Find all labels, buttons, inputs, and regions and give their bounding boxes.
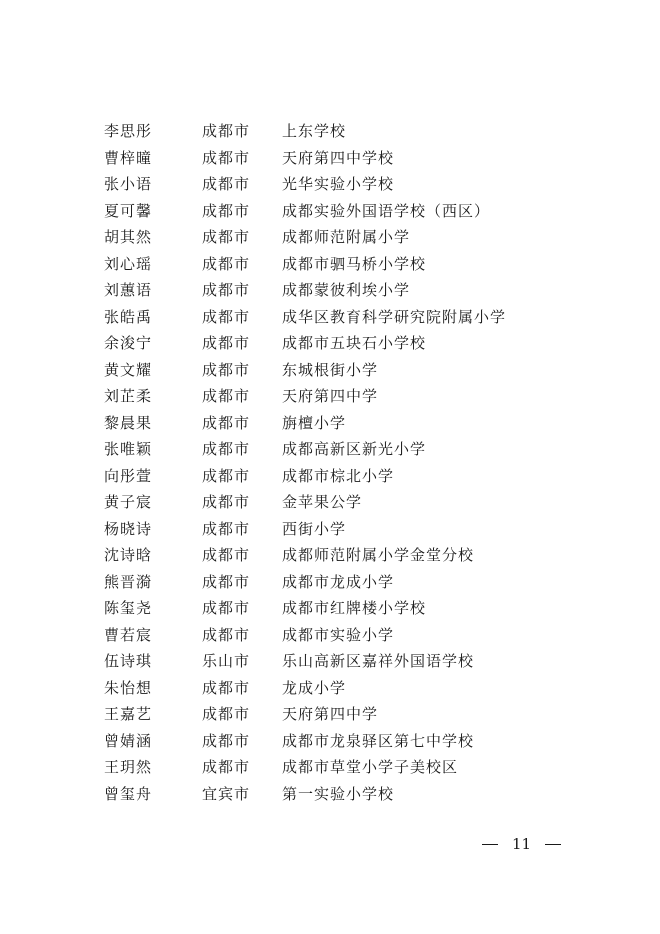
student-name: 伍诗琪 bbox=[104, 652, 153, 670]
student-city: 成都市 bbox=[202, 201, 251, 220]
list-item bbox=[104, 516, 574, 543]
student-city: 成都市 bbox=[202, 254, 251, 273]
list-item bbox=[104, 728, 574, 755]
student-school: 成都市草堂小学子美校区 bbox=[282, 758, 459, 776]
student-name: 熊晋漪 bbox=[104, 572, 153, 591]
student-city: 成都市 bbox=[202, 387, 251, 405]
student-city: 成都市 bbox=[202, 731, 251, 750]
student-city: 成都市 bbox=[202, 281, 251, 299]
list-item bbox=[104, 675, 574, 702]
student-city: 成都市 bbox=[202, 413, 251, 432]
list-item bbox=[104, 463, 574, 490]
list-item bbox=[104, 754, 574, 781]
student-school: 龙成小学 bbox=[282, 678, 347, 697]
student-school: 金苹果公学 bbox=[282, 493, 363, 511]
list-item bbox=[104, 304, 574, 331]
student-city: 成都市 bbox=[202, 599, 251, 617]
student-city: 成都市 bbox=[202, 440, 251, 458]
student-school: 成都蒙彼利埃小学 bbox=[282, 281, 411, 299]
list-item bbox=[104, 171, 574, 198]
student-school: 成都市龙泉驿区第七中学校 bbox=[282, 731, 475, 750]
student-name: 杨晓诗 bbox=[104, 519, 153, 538]
list-item bbox=[104, 569, 574, 596]
student-list bbox=[104, 118, 574, 807]
student-name: 刘芷柔 bbox=[104, 387, 153, 405]
student-city: 宜宾市 bbox=[202, 784, 251, 803]
left-dash bbox=[482, 844, 498, 845]
student-school: 乐山高新区嘉祥外国语学校 bbox=[282, 652, 475, 670]
student-name: 刘蕙语 bbox=[104, 281, 153, 299]
student-name: 曾婧涵 bbox=[104, 731, 153, 750]
student-name: 曹梓曈 bbox=[104, 148, 153, 167]
student-name: 黄文耀 bbox=[104, 360, 153, 379]
list-item bbox=[104, 701, 574, 728]
list-item bbox=[104, 648, 574, 675]
student-school: 光华实验小学校 bbox=[282, 175, 395, 193]
student-name: 李思彤 bbox=[104, 122, 153, 140]
student-school: 成都高新区新光小学 bbox=[282, 440, 427, 458]
student-city: 成都市 bbox=[202, 360, 251, 379]
list-item bbox=[104, 330, 574, 357]
student-city: 成都市 bbox=[202, 175, 251, 193]
student-name: 张小语 bbox=[104, 175, 153, 193]
student-city: 成都市 bbox=[202, 758, 251, 776]
student-school: 西街小学 bbox=[282, 519, 347, 538]
student-school: 天府第四中学 bbox=[282, 705, 379, 723]
student-school: 成华区教育科学研究院附属小学 bbox=[282, 307, 507, 326]
list-item bbox=[104, 277, 574, 304]
student-name: 曾玺舟 bbox=[104, 784, 153, 803]
student-name: 向彤萱 bbox=[104, 466, 153, 485]
student-school: 成都师范附属小学金堂分校 bbox=[282, 546, 475, 564]
student-name: 王玥然 bbox=[104, 758, 153, 776]
student-city: 成都市 bbox=[202, 466, 251, 485]
student-city: 成都市 bbox=[202, 148, 251, 167]
list-item bbox=[104, 357, 574, 384]
student-name: 黎晨果 bbox=[104, 413, 153, 432]
student-city: 成都市 bbox=[202, 572, 251, 591]
student-name: 黄子宸 bbox=[104, 493, 153, 511]
student-name: 朱怡想 bbox=[104, 678, 153, 697]
student-city: 成都市 bbox=[202, 493, 251, 511]
student-name: 胡其然 bbox=[104, 228, 153, 246]
student-school: 成都市龙成小学 bbox=[282, 572, 395, 591]
student-school: 成都市红牌楼小学校 bbox=[282, 599, 427, 617]
list-item bbox=[104, 251, 574, 278]
list-item bbox=[104, 595, 574, 622]
student-name: 王嘉艺 bbox=[104, 705, 153, 723]
list-item bbox=[104, 436, 574, 463]
student-city: 成都市 bbox=[202, 625, 251, 644]
list-item bbox=[104, 489, 574, 516]
list-item bbox=[104, 781, 574, 808]
student-school: 旃檀小学 bbox=[282, 413, 347, 432]
student-name: 曹若宸 bbox=[104, 625, 153, 644]
student-city: 成都市 bbox=[202, 546, 251, 564]
student-city: 成都市 bbox=[202, 519, 251, 538]
student-school: 第一实验小学校 bbox=[282, 784, 395, 803]
student-city: 成都市 bbox=[202, 678, 251, 697]
student-city: 成都市 bbox=[202, 307, 251, 326]
right-dash bbox=[545, 844, 561, 845]
student-school: 成都市棕北小学 bbox=[282, 466, 395, 485]
student-school: 成都师范附属小学 bbox=[282, 228, 411, 246]
student-city: 成都市 bbox=[202, 122, 251, 140]
student-school: 成都实验外国语学校（西区） bbox=[282, 201, 491, 220]
list-item bbox=[104, 118, 574, 145]
student-city: 成都市 bbox=[202, 228, 251, 246]
student-name: 刘心瑶 bbox=[104, 254, 153, 273]
student-school: 东城根街小学 bbox=[282, 360, 379, 379]
student-name: 张唯颖 bbox=[104, 440, 153, 458]
student-school: 成都市实验小学 bbox=[282, 625, 395, 644]
student-city: 乐山市 bbox=[202, 652, 251, 670]
student-name: 张皓禹 bbox=[104, 307, 153, 326]
page-number: 11 bbox=[512, 835, 532, 853]
student-school: 上东学校 bbox=[282, 122, 347, 140]
list-item bbox=[104, 145, 574, 172]
list-item bbox=[104, 622, 574, 649]
list-item bbox=[104, 383, 574, 410]
list-item bbox=[104, 198, 574, 225]
student-name: 夏可馨 bbox=[104, 201, 153, 220]
list-item bbox=[104, 542, 574, 569]
page-footer bbox=[482, 834, 561, 854]
student-name: 沈诗晗 bbox=[104, 546, 153, 564]
list-item bbox=[104, 410, 574, 437]
student-school: 天府第四中学校 bbox=[282, 148, 395, 167]
student-city: 成都市 bbox=[202, 705, 251, 723]
student-city: 成都市 bbox=[202, 334, 251, 352]
student-school: 天府第四中学 bbox=[282, 387, 379, 405]
student-school: 成都市驷马桥小学校 bbox=[282, 254, 427, 273]
student-name: 余浚宁 bbox=[104, 334, 153, 352]
student-school: 成都市五块石小学校 bbox=[282, 334, 427, 352]
list-item bbox=[104, 224, 574, 251]
student-name: 陈玺尧 bbox=[104, 599, 153, 617]
